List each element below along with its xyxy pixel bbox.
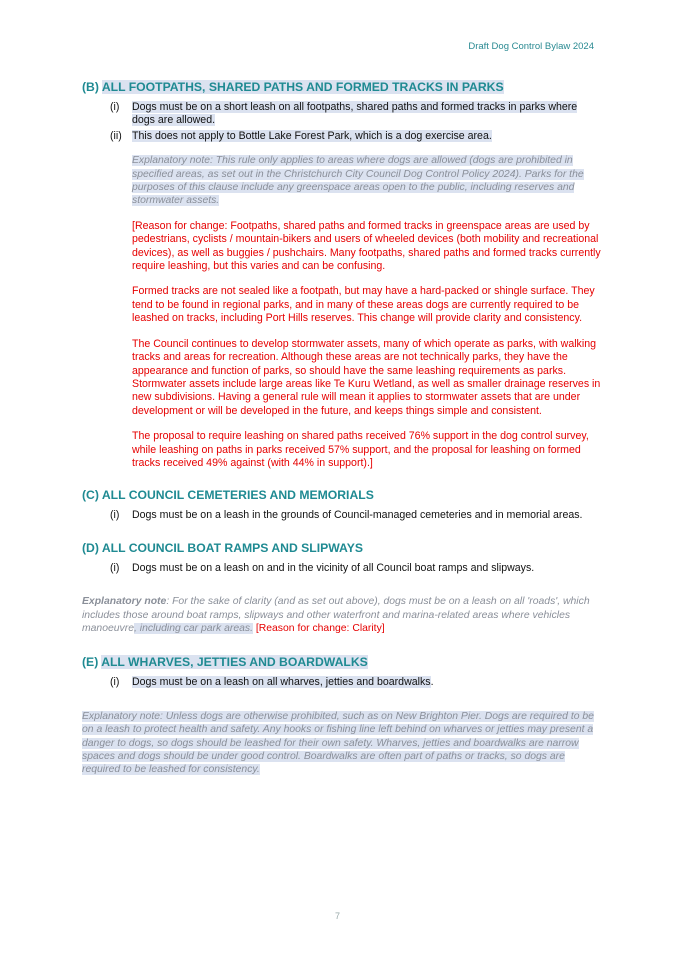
section-c <box>82 488 602 522</box>
section-c-heading: (C) ALL COUNCIL CEMETERIES AND MEMORIALS <box>82 488 374 503</box>
rule-number: (i) <box>110 561 120 574</box>
note-label: Explanatory note <box>82 596 167 608</box>
rule-number: (i) <box>110 101 120 113</box>
rule-text: This does not apply to Bottle Lake Forest Park, which is a dog exercise area. <box>132 129 492 142</box>
rule-text: Dogs must be on a leash on all wharves, jetties and boardwalks <box>132 676 431 689</box>
running-header: Draft Dog Control Bylaw 2024 <box>468 41 594 52</box>
section-b-reason-1: [Reason for change: Footpaths, shared paths and formed tracks in greenspace areas are used by pedestrians, cyclists / mountain-bikers and users of wheeled devices (both mobility and recreational devices), as well as buggies / pushchairs. Many footpaths, shared paths and formed tracks currently require leashing, but this varies and can be confusing. <box>132 219 601 273</box>
section-b-heading-prefix: (B) <box>82 80 102 94</box>
section-c-rules <box>110 509 602 522</box>
section-b-heading <box>82 80 602 95</box>
section-e-heading-text: ALL WHARVES, JETTIES AND BOARDWALKS <box>101 655 368 670</box>
section-b-notes <box>132 154 602 470</box>
section-d-rule-1 <box>110 562 602 575</box>
section-e-heading-prefix: (E) <box>82 655 102 670</box>
section-c-rule-1 <box>110 509 602 522</box>
rule-number: (i) <box>110 676 120 689</box>
section-e-rules <box>110 676 602 689</box>
section-d-heading: (D) ALL COUNCIL BOAT RAMPS AND SLIPWAYS <box>82 540 363 555</box>
note-tail: , including car park areas. <box>133 622 253 634</box>
section-b-rule-1 <box>110 101 602 128</box>
content <box>82 80 602 777</box>
section-b-rules <box>110 101 602 143</box>
section-e-heading <box>82 655 602 670</box>
explanatory-text: Explanatory note: Unless dogs are otherwise prohibited, such as on New Brighton Pier. Dogs are required to be on a leash to protect health and safety. Any hooks or fishing line left behind on wharves or jetties may present a danger to dogs, so dogs should be leashed for their own safety. Wharves, jetties and boardwalks are narrow spaces and dogs should be under good control. Boardwalks are often part of paths or tracks, so dogs are required to be leashed for consistency. <box>82 710 594 776</box>
section-b-reason-2: Formed tracks are not sealed like a footpath, but may have a hard-packed or shingle surface. They tend to be found in regional parks, and in many of these areas dogs are currently required to be leashed on tracks, including Port Hills reserves. This change will provide clarity and consistency. <box>132 285 595 325</box>
section-b-reason-4: The proposal to require leashing on shared paths received 76% support in the dog control survey, while leashing on paths in parks received 57% support, and the proposal for leashing on formed tracks received 49% against (with 44% in support).] <box>132 430 589 469</box>
section-b-rule-2 <box>110 130 602 143</box>
section-d-rules <box>110 562 602 575</box>
section-b-explanatory-note <box>132 154 602 208</box>
rule-text: Dogs must be on a short leash on all footpaths, shared paths and formed tracks in parks where dogs are allowed. <box>132 101 578 127</box>
section-e-explanatory-note <box>82 710 602 777</box>
section-b-heading-text: ALL FOOTPATHS, SHARED PATHS AND FORMED TRACKS IN PARKS <box>101 80 504 94</box>
rule-text: Dogs must be on a leash on and in the vicinity of all Council boat ramps and slipways. <box>132 561 535 574</box>
rule-number: (ii) <box>110 129 122 142</box>
section-e <box>82 655 602 776</box>
rule-number: (i) <box>110 509 120 522</box>
explanatory-text: Explanatory note: This rule only applies to areas where dogs are allowed (dogs are prohibited in specified areas, as set out in the Christchurch City Council Dog Control Policy 2024). Parks for the purposes of this clause include any greenspace areas open to the public, including reserves and stormwater assets. <box>132 155 584 207</box>
rule-tail: . <box>430 676 434 689</box>
section-e-rule-1 <box>110 676 602 689</box>
section-d <box>82 541 602 636</box>
section-d-explanatory-note <box>82 595 602 635</box>
section-b-reason-3: The Council continues to develop stormwater assets, many of which operate as parks, with walking tracks and areas for recreation. Although these areas are not technically parks, they have the appearance and function of parks, so should have the same leashing requirements as parks. Stormwater assets include large areas like Te Kuru Wetland, as well as smaller drainage reserves in new subdivisions. Having a general rule will mean it applies to stormwater assets that are under development or will be developed in the future, and keeps things simple and consistent. <box>132 337 601 417</box>
section-b <box>82 80 602 470</box>
note-text: : For the sake of clarity (and as set out above), dogs must be on a leash on all 'roads', which includes those around boat ramps, slipways and other waterfront and marina-related areas where vehicles manoeuvre <box>82 596 590 634</box>
rule-text: Dogs must be on a leash in the grounds of Council-managed cemeteries and in memorial areas. <box>132 509 583 522</box>
note-reason: [Reason for change: Clarity] <box>252 622 385 634</box>
page-number: 7 <box>334 911 340 921</box>
